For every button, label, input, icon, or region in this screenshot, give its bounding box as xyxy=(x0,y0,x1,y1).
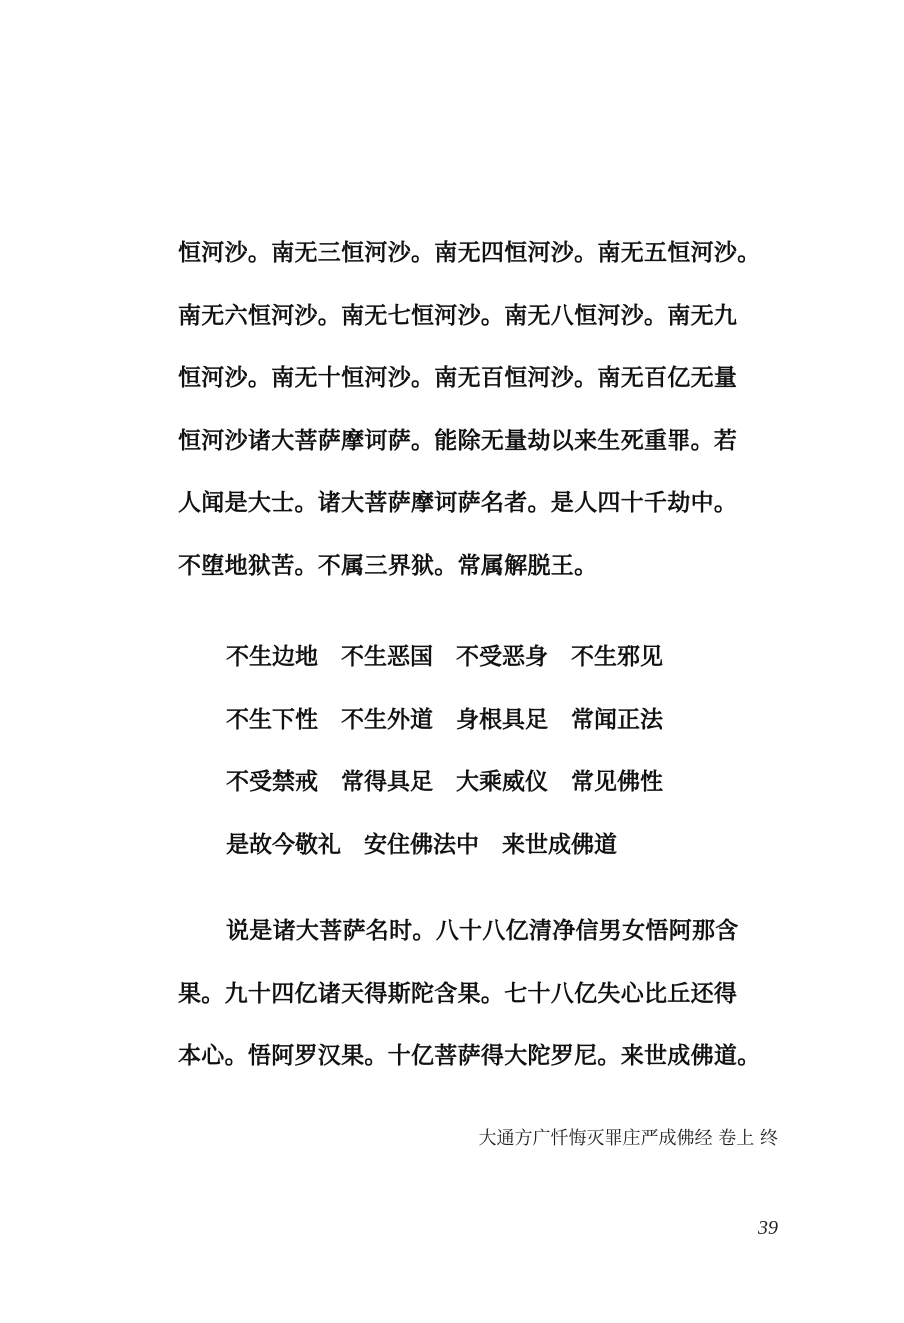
verse-phrase: 不受禁戒 xyxy=(226,768,318,795)
verse-line xyxy=(226,814,786,877)
verse-phrase: 不生恶国 xyxy=(341,643,433,670)
verse-phrase: 常见佛性 xyxy=(571,768,663,795)
verse-line xyxy=(226,689,786,752)
verse-phrase: 不生边地 xyxy=(226,643,318,670)
verse-phrase: 大乘威仪 xyxy=(456,768,548,795)
verse-phrase: 来世成佛道 xyxy=(502,830,617,858)
verse-phrase: 不受恶身 xyxy=(456,643,548,670)
verse-phrase: 不生下性 xyxy=(226,705,318,733)
verse-phrase: 安住佛法中 xyxy=(364,830,479,858)
verse-phrase: 是故今敬礼 xyxy=(226,830,341,858)
body-line: 不堕地狱苦。不属三界狱。常属解脱王。 xyxy=(178,551,598,579)
verse-phrase: 常得具足 xyxy=(341,768,433,795)
verse-phrase: 不生邪见 xyxy=(571,643,663,670)
body-line: 恒河沙。南无十恒河沙。南无百恒河沙。南无百亿无量 xyxy=(178,364,738,391)
verse-line xyxy=(226,751,786,814)
body-line: 人闻是大士。诸大菩萨摩诃萨名者。是人四十千劫中。 xyxy=(178,489,738,516)
closing-line: 本心。悟阿罗汉果。十亿菩萨得大陀罗尼。来世成佛道。 xyxy=(178,1042,761,1069)
verse-phrase: 常闻正法 xyxy=(571,705,663,733)
verse-block xyxy=(226,626,786,876)
verse-phrase: 不生外道 xyxy=(341,705,433,733)
body-line: 恒河沙诸大菩萨摩诃萨。能除无量劫以来生死重罪。若 xyxy=(178,426,738,454)
body-line: 恒河沙。南无三恒河沙。南无四恒河沙。南无五恒河沙。 xyxy=(178,239,761,266)
closing-line: 果。九十四亿诸天得斯陀含果。七十八亿失心比丘还得 xyxy=(178,979,738,1007)
closing-line: 说是诸大菩萨名时。八十八亿清净信男女悟阿那含 xyxy=(226,917,739,944)
body-line: 南无六恒河沙。南无七恒河沙。南无八恒河沙。南无九 xyxy=(178,301,738,329)
colophon: 大通方广忏悔灭罪庄严成佛经 卷上 终 xyxy=(478,1128,778,1149)
page-number: 39 xyxy=(758,1217,778,1239)
body-paragraph xyxy=(178,222,778,597)
closing-paragraph xyxy=(178,900,778,1088)
verse-line xyxy=(226,626,786,689)
verse-phrase: 身根具足 xyxy=(456,705,548,733)
